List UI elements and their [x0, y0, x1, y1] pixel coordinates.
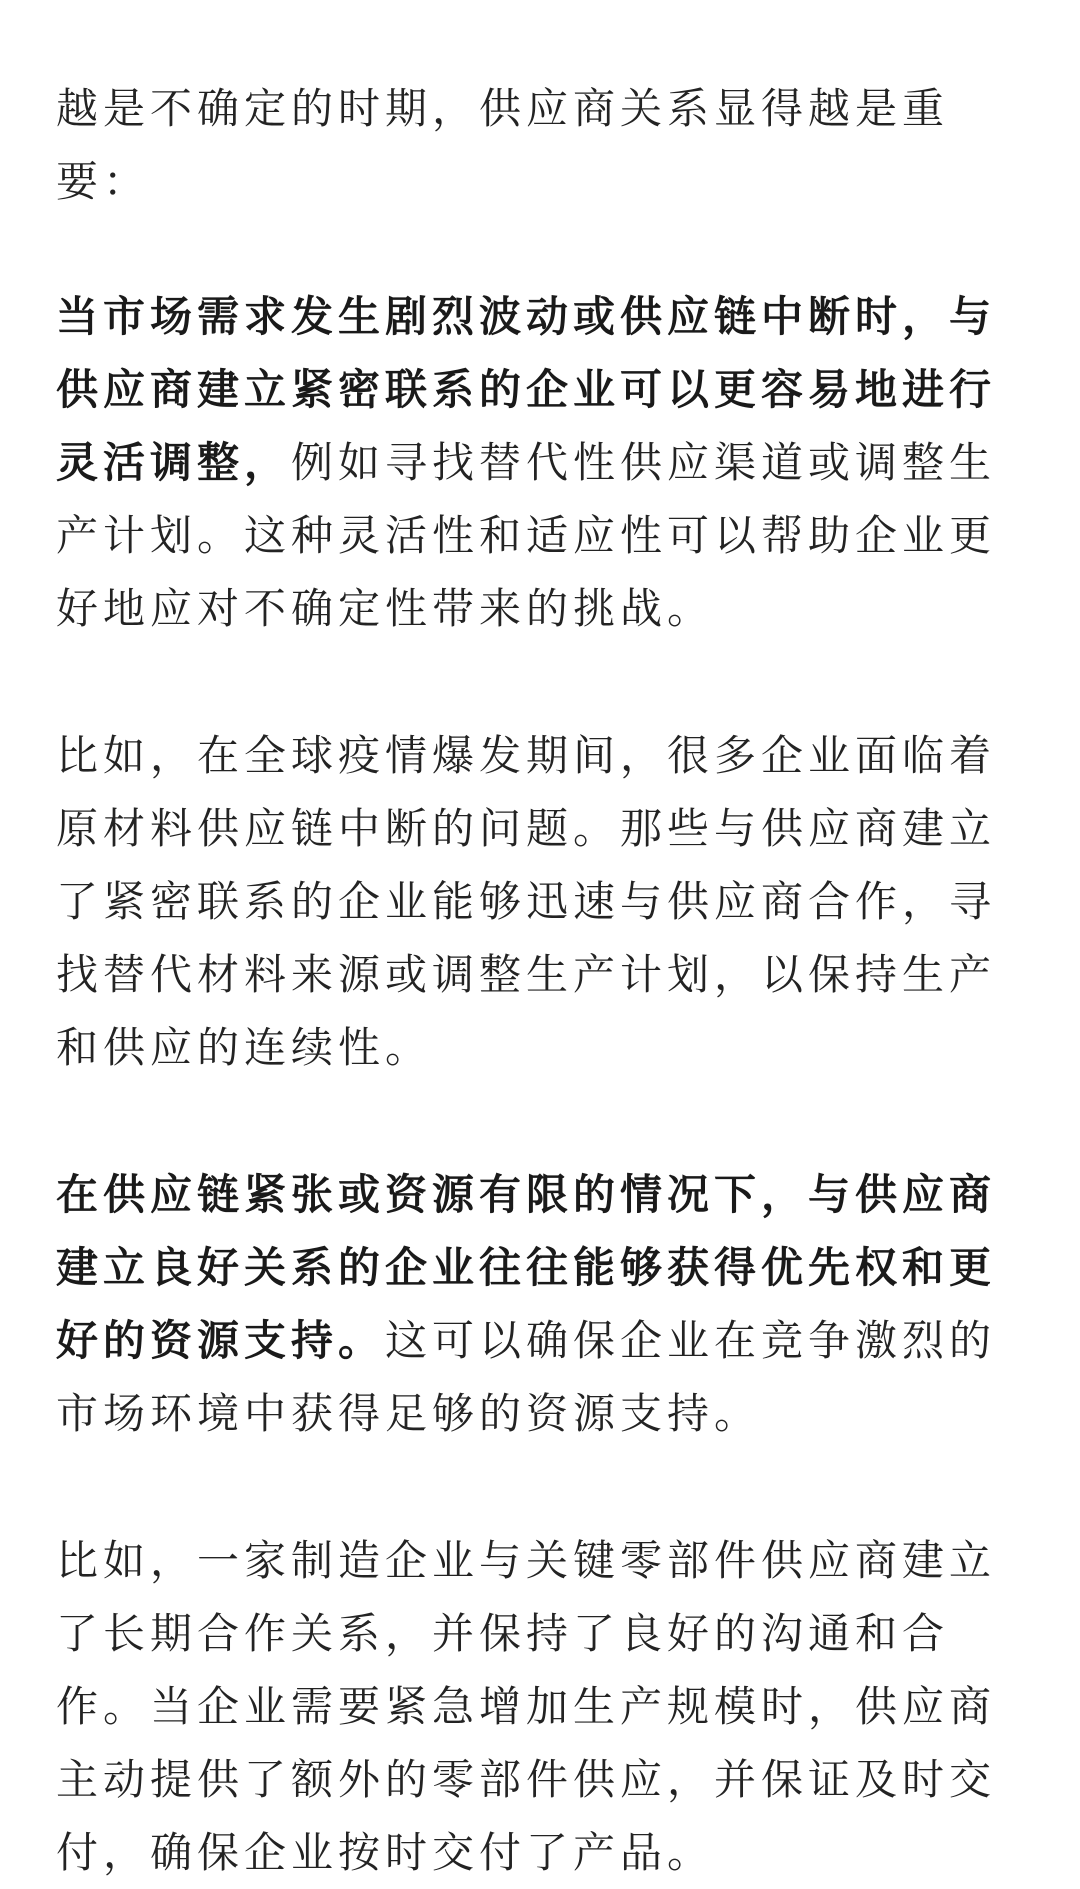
- paragraph-flexibility-emphasis: 当市场需求发生剧烈波动或供应链中断时，与供应商建立紧密联系的企业可以更容易地进行灵活调整，: [56, 292, 997, 487]
- intro-paragraph: 越是不确定的时期，供应商关系显得越是重要：: [56, 84, 950, 206]
- paragraph-flexibility-text: 例如寻找替代性供应渠道或调整生产计划。这种灵活性和适应性可以帮助企业更好地应对不确定性带来的挑战。: [56, 438, 997, 633]
- paragraph-manufacturer-example: 比如，一家制造企业与关键零部件供应商建立了长期合作关系，并保持了良好的沟通和合作。当企业需要紧急增加生产规模时，供应商主动提供了额外的零部件供应，并保证及时交付，确保企业按时交付了产品。: [56, 1536, 997, 1877]
- paragraph-priority-text: 这可以确保企业在竞争激烈的市场环境中获得足够的资源支持。: [56, 1316, 997, 1438]
- paragraph-pandemic-example: 比如，在全球疫情爆发期间，很多企业面临着原材料供应链中断的问题。那些与供应商建立了紧密联系的企业能够迅速与供应商合作，寻找替代材料来源或调整生产计划，以保持生产和供应的连续性。: [56, 731, 997, 1072]
- paragraph-priority: [56, 1158, 1026, 1450]
- article-body: [56, 72, 1026, 1889]
- paragraph-flexibility: [56, 280, 1026, 645]
- paragraph-priority-emphasis: 在供应链紧张或资源有限的情况下，与供应商建立良好关系的企业往往能够获得优先权和更好的资源支持。: [56, 1170, 997, 1365]
